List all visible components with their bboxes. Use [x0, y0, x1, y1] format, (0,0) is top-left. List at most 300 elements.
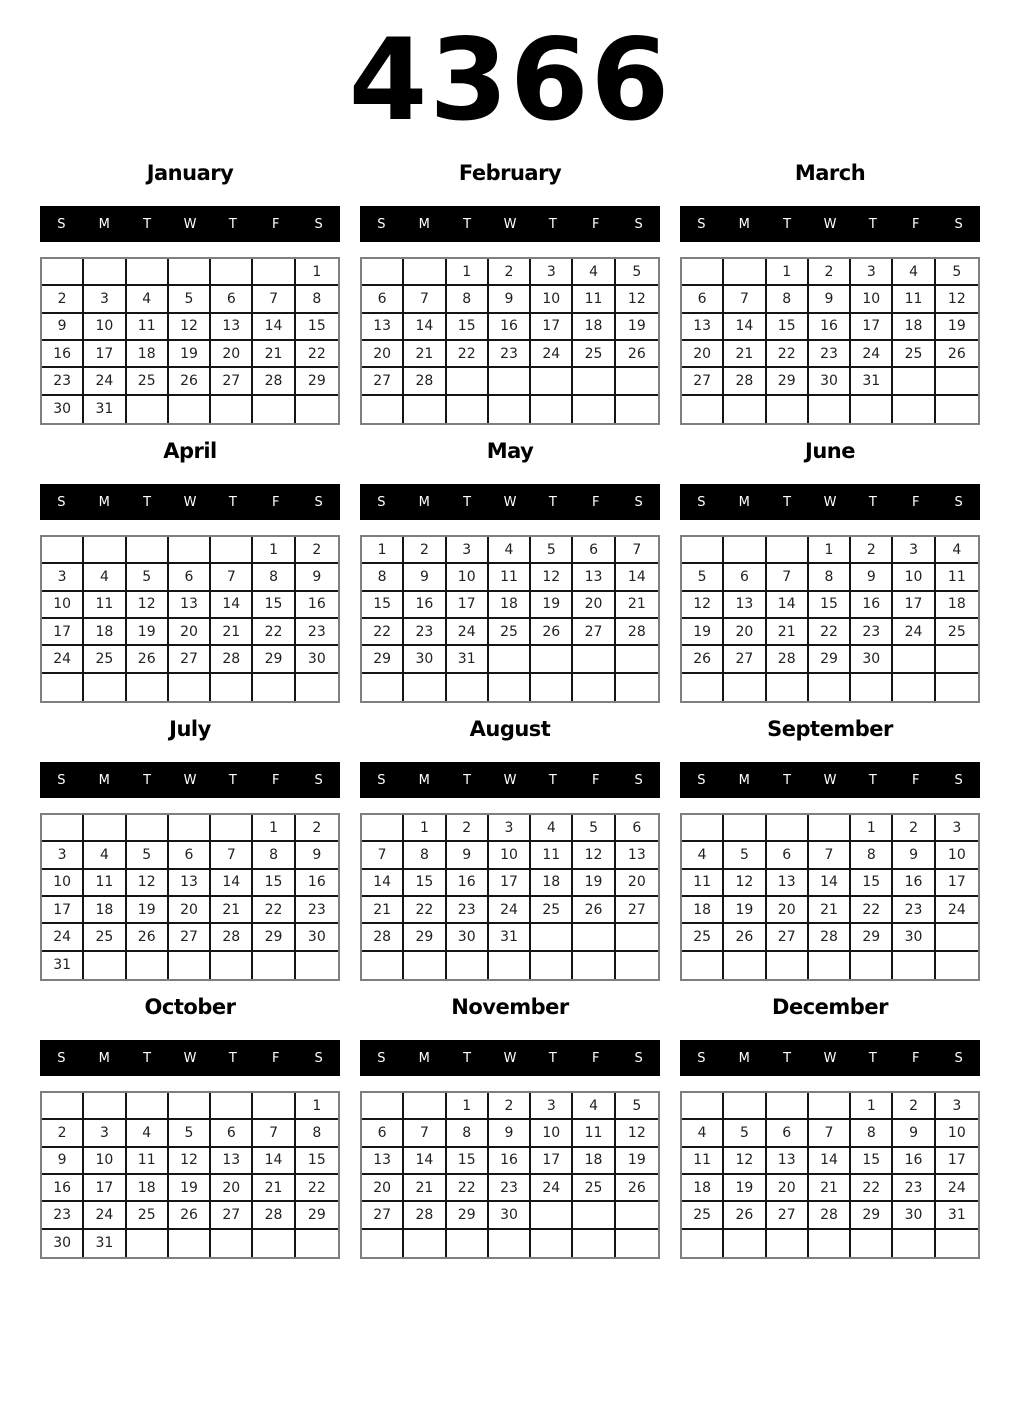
empty-cell: [447, 396, 489, 423]
weekday-header-cell: S: [377, 494, 386, 510]
day-cell: 1: [447, 1093, 489, 1120]
day-cell: 5: [531, 537, 573, 564]
empty-cell: [936, 952, 978, 979]
empty-cell: [253, 1230, 295, 1257]
empty-cell: [169, 1093, 211, 1120]
day-cell: 19: [936, 314, 978, 341]
day-cell: 2: [42, 1120, 84, 1147]
day-cell: 16: [489, 314, 531, 341]
weekday-header-cell: F: [911, 1050, 920, 1066]
weekday-header-row: [680, 484, 980, 520]
weekday-header-cell: T: [868, 216, 877, 232]
day-cell: 8: [296, 1120, 338, 1147]
empty-cell: [724, 396, 766, 423]
weekday-header-cell: W: [503, 216, 517, 232]
day-cell: 26: [936, 341, 978, 368]
day-cell: 21: [253, 1175, 295, 1202]
day-cell: 23: [809, 341, 851, 368]
day-cell: 29: [362, 646, 404, 673]
day-cell: 12: [169, 314, 211, 341]
empty-cell: [573, 674, 615, 701]
day-cell: 12: [169, 1148, 211, 1175]
day-cell: 14: [404, 314, 446, 341]
month-block-february: [360, 152, 660, 430]
empty-cell: [362, 815, 404, 842]
day-cell: 11: [489, 564, 531, 591]
day-cell: 9: [404, 564, 446, 591]
weekday-header-cell: M: [738, 216, 750, 232]
day-cell: 28: [211, 924, 253, 951]
day-cell: 24: [531, 341, 573, 368]
weekday-header-cell: S: [314, 772, 323, 788]
day-cell: 3: [531, 1093, 573, 1120]
day-cell: 18: [489, 592, 531, 619]
weekday-header-cell: F: [271, 772, 280, 788]
day-cell: 27: [362, 368, 404, 395]
weekday-header-cell: S: [377, 772, 386, 788]
weekday-header-cell: T: [143, 216, 152, 232]
weekday-header-cell: T: [143, 772, 152, 788]
day-cell: 10: [936, 1120, 978, 1147]
empty-cell: [169, 952, 211, 979]
day-cell: 2: [489, 259, 531, 286]
empty-cell: [447, 674, 489, 701]
day-cell: 19: [724, 897, 766, 924]
day-cell: 20: [682, 341, 724, 368]
day-cell: 26: [682, 646, 724, 673]
day-cell: 18: [84, 897, 126, 924]
day-cell: 24: [936, 1175, 978, 1202]
day-cell: 26: [616, 341, 658, 368]
weekday-header-row: [40, 762, 340, 798]
empty-cell: [84, 1093, 126, 1120]
empty-cell: [211, 952, 253, 979]
day-cell: 31: [489, 924, 531, 951]
day-cell: 8: [253, 564, 295, 591]
day-cell: 17: [42, 619, 84, 646]
empty-cell: [531, 1202, 573, 1229]
day-cell: 10: [936, 842, 978, 869]
weekday-header-cell: W: [823, 494, 837, 510]
empty-cell: [893, 368, 935, 395]
empty-cell: [362, 259, 404, 286]
day-cell: 29: [253, 646, 295, 673]
day-cell: 22: [809, 619, 851, 646]
day-cell: 17: [84, 341, 126, 368]
empty-cell: [127, 952, 169, 979]
day-cell: 16: [447, 870, 489, 897]
day-cell: 17: [447, 592, 489, 619]
day-cell: 3: [851, 259, 893, 286]
weekday-header-cell: M: [418, 216, 430, 232]
month-grid: [40, 257, 340, 425]
empty-cell: [404, 674, 446, 701]
empty-cell: [936, 924, 978, 951]
day-cell: 27: [616, 897, 658, 924]
day-cell: 15: [253, 592, 295, 619]
day-cell: 20: [767, 897, 809, 924]
month-grid: [40, 813, 340, 981]
month-title: July: [169, 717, 211, 741]
day-cell: 21: [211, 619, 253, 646]
day-cell: 13: [767, 1148, 809, 1175]
day-cell: 8: [447, 286, 489, 313]
day-cell: 19: [616, 314, 658, 341]
day-cell: 9: [296, 564, 338, 591]
empty-cell: [809, 1230, 851, 1257]
empty-cell: [724, 952, 766, 979]
day-cell: 31: [851, 368, 893, 395]
day-cell: 14: [767, 592, 809, 619]
month-block-october: [40, 986, 340, 1264]
empty-cell: [447, 1230, 489, 1257]
weekday-header-cell: S: [634, 216, 643, 232]
empty-cell: [724, 674, 766, 701]
day-cell: 4: [936, 537, 978, 564]
weekday-header-cell: W: [503, 772, 517, 788]
day-cell: 23: [296, 897, 338, 924]
day-cell: 10: [893, 564, 935, 591]
day-cell: 1: [253, 537, 295, 564]
weekday-header-cell: S: [697, 1050, 706, 1066]
day-cell: 19: [169, 341, 211, 368]
day-cell: 16: [809, 314, 851, 341]
day-cell: 29: [447, 1202, 489, 1229]
day-cell: 30: [404, 646, 446, 673]
empty-cell: [447, 368, 489, 395]
empty-cell: [362, 1093, 404, 1120]
empty-cell: [531, 952, 573, 979]
weekday-header-cell: T: [228, 1050, 237, 1066]
empty-cell: [489, 1230, 531, 1257]
weekday-header-cell: T: [228, 772, 237, 788]
day-cell: 25: [936, 619, 978, 646]
weekday-header-cell: S: [954, 1050, 963, 1066]
day-cell: 1: [447, 259, 489, 286]
day-cell: 25: [531, 897, 573, 924]
day-cell: 18: [573, 1148, 615, 1175]
day-cell: 6: [767, 1120, 809, 1147]
day-cell: 13: [362, 1148, 404, 1175]
day-cell: 17: [531, 1148, 573, 1175]
day-cell: 5: [573, 815, 615, 842]
empty-cell: [211, 1093, 253, 1120]
empty-cell: [489, 674, 531, 701]
day-cell: 25: [893, 341, 935, 368]
day-cell: 26: [616, 1175, 658, 1202]
day-cell: 8: [447, 1120, 489, 1147]
month-title: January: [146, 161, 234, 185]
weekday-header-cell: T: [783, 494, 792, 510]
empty-cell: [616, 952, 658, 979]
weekday-header-cell: S: [57, 494, 66, 510]
empty-cell: [851, 674, 893, 701]
empty-cell: [211, 815, 253, 842]
day-cell: 7: [767, 564, 809, 591]
weekday-header-cell: S: [314, 494, 323, 510]
empty-cell: [724, 1093, 766, 1120]
empty-cell: [169, 674, 211, 701]
day-cell: 8: [851, 842, 893, 869]
day-cell: 24: [447, 619, 489, 646]
empty-cell: [767, 396, 809, 423]
day-cell: 13: [767, 870, 809, 897]
empty-cell: [573, 952, 615, 979]
day-cell: 4: [573, 1093, 615, 1120]
day-cell: 21: [362, 897, 404, 924]
weekday-header-cell: W: [503, 494, 517, 510]
empty-cell: [127, 396, 169, 423]
day-cell: 22: [296, 341, 338, 368]
day-cell: 26: [127, 646, 169, 673]
day-cell: 14: [724, 314, 766, 341]
day-cell: 26: [531, 619, 573, 646]
day-cell: 30: [893, 924, 935, 951]
day-cell: 12: [936, 286, 978, 313]
weekday-header-cell: T: [783, 772, 792, 788]
weekday-header-cell: S: [634, 494, 643, 510]
day-cell: 30: [893, 1202, 935, 1229]
empty-cell: [573, 368, 615, 395]
day-cell: 15: [851, 870, 893, 897]
day-cell: 3: [84, 286, 126, 313]
month-title: December: [772, 995, 888, 1019]
month-grid: [680, 535, 980, 703]
weekday-header-cell: S: [314, 1050, 323, 1066]
month-block-july: [40, 708, 340, 986]
day-cell: 28: [404, 1202, 446, 1229]
empty-cell: [724, 537, 766, 564]
empty-cell: [616, 646, 658, 673]
empty-cell: [489, 646, 531, 673]
day-cell: 15: [296, 1148, 338, 1175]
day-cell: 28: [616, 619, 658, 646]
day-cell: 7: [809, 842, 851, 869]
month-block-april: [40, 430, 340, 708]
weekday-header-cell: T: [228, 216, 237, 232]
day-cell: 29: [809, 646, 851, 673]
day-cell: 9: [296, 842, 338, 869]
day-cell: 5: [724, 842, 766, 869]
day-cell: 5: [127, 842, 169, 869]
day-cell: 29: [253, 924, 295, 951]
weekday-header-cell: F: [911, 216, 920, 232]
weekday-header-cell: W: [183, 1050, 197, 1066]
month-block-june: [680, 430, 980, 708]
day-cell: 15: [447, 1148, 489, 1175]
empty-cell: [296, 1230, 338, 1257]
day-cell: 18: [682, 1175, 724, 1202]
day-cell: 5: [682, 564, 724, 591]
month-title: November: [451, 995, 569, 1019]
empty-cell: [296, 952, 338, 979]
day-cell: 27: [573, 619, 615, 646]
day-cell: 17: [531, 314, 573, 341]
month-block-march: [680, 152, 980, 430]
day-cell: 28: [767, 646, 809, 673]
day-cell: 11: [531, 842, 573, 869]
weekday-header-cell: T: [548, 494, 557, 510]
day-cell: 25: [682, 924, 724, 951]
weekday-header-cell: S: [57, 772, 66, 788]
month-grid: [680, 1091, 980, 1259]
weekday-header-cell: T: [868, 772, 877, 788]
day-cell: 20: [767, 1175, 809, 1202]
day-cell: 1: [296, 259, 338, 286]
weekday-header-row: [360, 484, 660, 520]
day-cell: 12: [724, 870, 766, 897]
day-cell: 28: [211, 646, 253, 673]
day-cell: 22: [767, 341, 809, 368]
month-block-may: [360, 430, 660, 708]
day-cell: 27: [767, 1202, 809, 1229]
day-cell: 11: [682, 870, 724, 897]
empty-cell: [936, 646, 978, 673]
empty-cell: [767, 1230, 809, 1257]
month-grid: [360, 1091, 660, 1259]
day-cell: 7: [211, 842, 253, 869]
day-cell: 4: [893, 259, 935, 286]
month-title: March: [794, 161, 866, 185]
empty-cell: [809, 815, 851, 842]
month-block-december: [680, 986, 980, 1264]
empty-cell: [169, 537, 211, 564]
day-cell: 22: [851, 1175, 893, 1202]
day-cell: 23: [851, 619, 893, 646]
day-cell: 23: [893, 1175, 935, 1202]
empty-cell: [936, 1230, 978, 1257]
day-cell: 24: [893, 619, 935, 646]
day-cell: 5: [169, 286, 211, 313]
day-cell: 3: [936, 1093, 978, 1120]
empty-cell: [447, 952, 489, 979]
day-cell: 12: [724, 1148, 766, 1175]
weekday-header-cell: F: [271, 494, 280, 510]
day-cell: 24: [84, 368, 126, 395]
empty-cell: [767, 952, 809, 979]
day-cell: 18: [573, 314, 615, 341]
day-cell: 26: [169, 368, 211, 395]
day-cell: 10: [531, 1120, 573, 1147]
day-cell: 5: [936, 259, 978, 286]
day-cell: 20: [362, 341, 404, 368]
weekday-header-cell: F: [271, 1050, 280, 1066]
weekday-header-cell: S: [954, 494, 963, 510]
day-cell: 19: [127, 897, 169, 924]
day-cell: 23: [296, 619, 338, 646]
empty-cell: [682, 259, 724, 286]
day-cell: 16: [404, 592, 446, 619]
day-cell: 10: [84, 314, 126, 341]
day-cell: 8: [851, 1120, 893, 1147]
day-cell: 20: [616, 870, 658, 897]
weekday-header-cell: S: [377, 216, 386, 232]
day-cell: 7: [616, 537, 658, 564]
day-cell: 11: [573, 286, 615, 313]
day-cell: 19: [169, 1175, 211, 1202]
day-cell: 12: [616, 286, 658, 313]
day-cell: 28: [362, 924, 404, 951]
empty-cell: [936, 396, 978, 423]
empty-cell: [531, 1230, 573, 1257]
day-cell: 1: [296, 1093, 338, 1120]
empty-cell: [404, 1230, 446, 1257]
empty-cell: [809, 952, 851, 979]
empty-cell: [253, 1093, 295, 1120]
month-block-november: [360, 986, 660, 1264]
day-cell: 24: [42, 646, 84, 673]
day-cell: 2: [404, 537, 446, 564]
empty-cell: [682, 1230, 724, 1257]
month-title: August: [469, 717, 551, 741]
day-cell: 14: [809, 870, 851, 897]
empty-cell: [253, 259, 295, 286]
weekday-header-cell: M: [98, 494, 110, 510]
day-cell: 10: [489, 842, 531, 869]
day-cell: 4: [682, 842, 724, 869]
empty-cell: [682, 674, 724, 701]
day-cell: 1: [767, 259, 809, 286]
weekday-header-row: [360, 1040, 660, 1076]
day-cell: 17: [851, 314, 893, 341]
day-cell: 30: [42, 1230, 84, 1257]
day-cell: 18: [127, 1175, 169, 1202]
day-cell: 6: [616, 815, 658, 842]
empty-cell: [893, 952, 935, 979]
day-cell: 21: [767, 619, 809, 646]
day-cell: 17: [893, 592, 935, 619]
day-cell: 25: [127, 1202, 169, 1229]
day-cell: 13: [169, 592, 211, 619]
day-cell: 8: [296, 286, 338, 313]
weekday-header-cell: S: [57, 1050, 66, 1066]
day-cell: 4: [127, 1120, 169, 1147]
day-cell: 24: [42, 924, 84, 951]
day-cell: 2: [296, 815, 338, 842]
empty-cell: [84, 815, 126, 842]
day-cell: 15: [296, 314, 338, 341]
empty-cell: [851, 1230, 893, 1257]
day-cell: 20: [211, 1175, 253, 1202]
empty-cell: [616, 368, 658, 395]
empty-cell: [767, 674, 809, 701]
day-cell: 1: [851, 1093, 893, 1120]
day-cell: 7: [404, 1120, 446, 1147]
month-title: October: [144, 995, 236, 1019]
day-cell: 20: [169, 897, 211, 924]
day-cell: 6: [724, 564, 766, 591]
day-cell: 2: [893, 815, 935, 842]
day-cell: 7: [211, 564, 253, 591]
weekday-header-row: [360, 206, 660, 242]
day-cell: 4: [127, 286, 169, 313]
day-cell: 21: [211, 897, 253, 924]
day-cell: 15: [447, 314, 489, 341]
empty-cell: [84, 674, 126, 701]
day-cell: 19: [573, 870, 615, 897]
day-cell: 21: [724, 341, 766, 368]
month-grid: [40, 1091, 340, 1259]
day-cell: 13: [616, 842, 658, 869]
day-cell: 23: [42, 1202, 84, 1229]
empty-cell: [809, 1093, 851, 1120]
empty-cell: [362, 1230, 404, 1257]
day-cell: 14: [404, 1148, 446, 1175]
weekday-header-row: [40, 1040, 340, 1076]
empty-cell: [211, 1230, 253, 1257]
weekday-header-cell: W: [183, 494, 197, 510]
empty-cell: [253, 396, 295, 423]
